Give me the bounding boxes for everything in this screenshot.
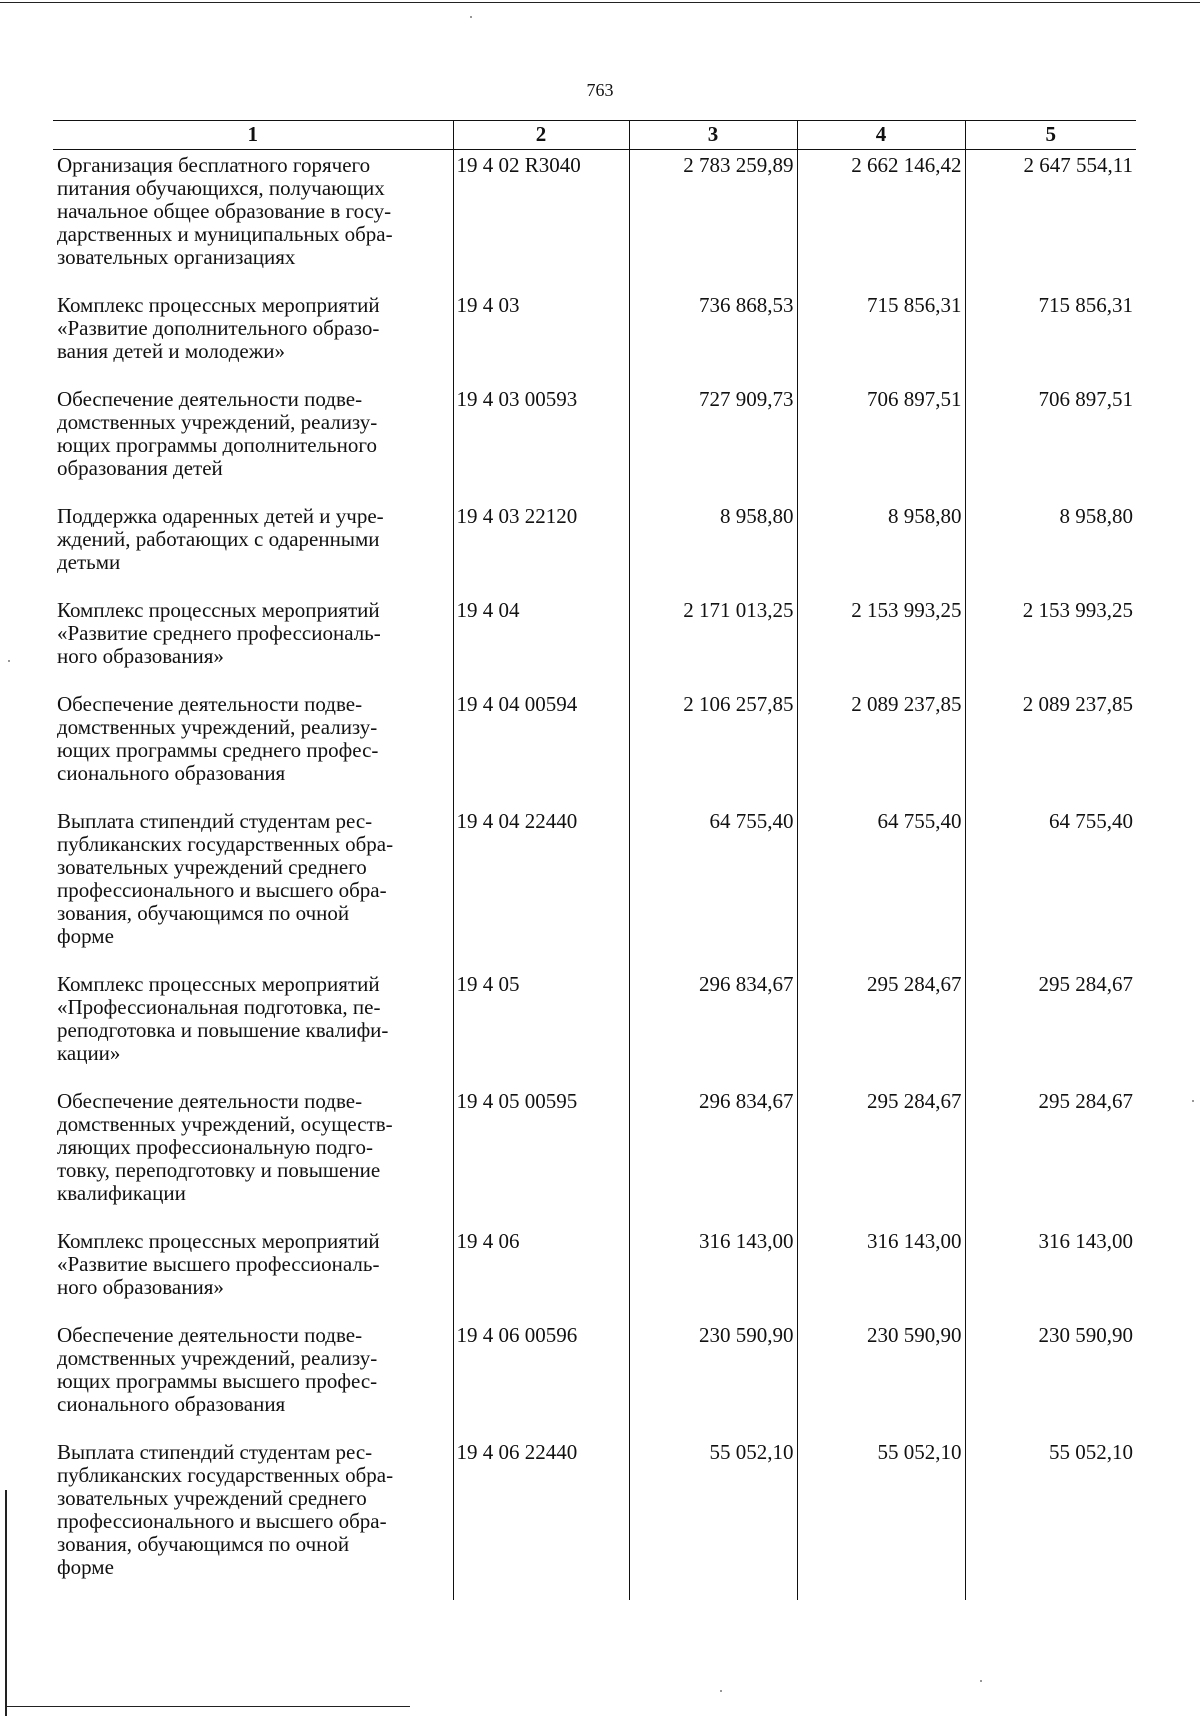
row-value-col4: 706 897,51 — [797, 384, 965, 501]
row-name-line: домственных учреждений, реализу- — [57, 410, 378, 434]
row-name — [53, 150, 453, 291]
row-name-line: форме — [57, 1555, 114, 1579]
row-name-line: зовательных учреждений среднего — [57, 1486, 367, 1510]
row-code: 19 4 06 00596 — [453, 1320, 629, 1437]
table-row — [53, 1226, 1136, 1320]
row-name-line: вания детей и молодежи» — [57, 339, 285, 363]
row-name-line: Комплекс процессных мероприятий — [57, 598, 380, 622]
row-name-line: квалификации — [57, 1181, 186, 1205]
scan-speck — [720, 1690, 722, 1692]
row-code: 19 4 05 00595 — [453, 1086, 629, 1226]
row-name-line: ного образования» — [57, 644, 224, 668]
row-name — [53, 501, 453, 595]
row-value-col3: 55 052,10 — [629, 1437, 797, 1600]
row-value-col3: 8 958,80 — [629, 501, 797, 595]
row-code: 19 4 04 00594 — [453, 689, 629, 806]
row-value-col3: 296 834,67 — [629, 969, 797, 1086]
row-code: 19 4 06 — [453, 1226, 629, 1320]
row-name — [53, 595, 453, 689]
row-name-line: сионального образования — [57, 761, 286, 785]
table-row — [53, 1320, 1136, 1437]
row-value-col5: 8 958,80 — [965, 501, 1136, 595]
row-name-line: «Развитие высшего профессиональ- — [57, 1252, 380, 1276]
row-name-line: Комплекс процессных мероприятий — [57, 972, 380, 996]
row-name-line: Комплекс процессных мероприятий — [57, 293, 380, 317]
row-value-col5: 55 052,10 — [965, 1437, 1136, 1600]
row-name-line: Комплекс процессных мероприятий — [57, 1229, 380, 1253]
scan-bottom-line — [5, 1706, 410, 1707]
row-value-col4: 2 089 237,85 — [797, 689, 965, 806]
column-header: 2 — [453, 121, 629, 150]
row-name — [53, 806, 453, 969]
row-code: 19 4 05 — [453, 969, 629, 1086]
row-name-line: Обеспечение деятельности подве- — [57, 387, 363, 411]
table-row — [53, 150, 1136, 291]
table-row — [53, 806, 1136, 969]
row-name-line: домственных учреждений, осуществ- — [57, 1112, 393, 1136]
row-name-line: сионального образования — [57, 1392, 286, 1416]
table-row — [53, 969, 1136, 1086]
row-value-col4: 295 284,67 — [797, 1086, 965, 1226]
row-name-line: профессионального и высшего обра- — [57, 878, 387, 902]
row-value-col5: 2 647 554,11 — [965, 150, 1136, 291]
row-name-line: дарственных и муниципальных обра- — [57, 222, 393, 246]
row-name — [53, 1437, 453, 1600]
row-name-line: «Развитие дополнительного образо- — [57, 316, 380, 340]
column-header: 5 — [965, 121, 1136, 150]
row-name — [53, 1320, 453, 1437]
page-number: 763 — [586, 80, 614, 100]
row-value-col5: 715 856,31 — [965, 290, 1136, 384]
row-value-col3: 2 106 257,85 — [629, 689, 797, 806]
row-value-col4: 2 153 993,25 — [797, 595, 965, 689]
column-header: 3 — [629, 121, 797, 150]
row-value-col3: 64 755,40 — [629, 806, 797, 969]
row-code: 19 4 04 — [453, 595, 629, 689]
table-row — [53, 595, 1136, 689]
row-name-line: зовательных организациях — [57, 245, 296, 269]
row-name-line: ляющих профессиональную подго- — [57, 1135, 373, 1159]
row-name-line: Поддержка одаренных детей и учре- — [57, 504, 384, 528]
row-name-line: Обеспечение деятельности подве- — [57, 692, 363, 716]
row-name-line: зования, обучающимся по очной — [57, 901, 350, 925]
row-value-col4: 295 284,67 — [797, 969, 965, 1086]
row-name-line: Выплата стипендий студентам рес- — [57, 809, 373, 833]
table-row — [53, 290, 1136, 384]
row-name — [53, 290, 453, 384]
row-value-col4: 55 052,10 — [797, 1437, 965, 1600]
row-value-col3: 2 783 259,89 — [629, 150, 797, 291]
row-code: 19 4 04 22440 — [453, 806, 629, 969]
scan-top-line — [0, 2, 1200, 3]
row-name-line: «Профессиональная подготовка, пе- — [57, 995, 381, 1019]
row-code: 19 4 03 — [453, 290, 629, 384]
row-code: 19 4 03 22120 — [453, 501, 629, 595]
row-name-line: детьми — [57, 550, 121, 574]
row-value-col5: 706 897,51 — [965, 384, 1136, 501]
row-name-line: товку, переподготовку и повышение — [57, 1158, 381, 1182]
row-value-col3: 727 909,73 — [629, 384, 797, 501]
row-name-line: публиканских государственных обра- — [57, 832, 394, 856]
row-value-col3: 2 171 013,25 — [629, 595, 797, 689]
scan-speck — [470, 16, 472, 18]
row-name-line: ющих программы дополнительного — [57, 433, 377, 457]
row-name-line: начальное общее образование в госу- — [57, 199, 392, 223]
table-row — [53, 689, 1136, 806]
row-value-col4: 715 856,31 — [797, 290, 965, 384]
row-value-col4: 64 755,40 — [797, 806, 965, 969]
table-row — [53, 384, 1136, 501]
row-name-line: форме — [57, 924, 114, 948]
row-value-col5: 2 153 993,25 — [965, 595, 1136, 689]
column-header: 1 — [53, 121, 453, 150]
scan-left-edge — [5, 1490, 7, 1716]
row-value-col3: 316 143,00 — [629, 1226, 797, 1320]
row-value-col3: 736 868,53 — [629, 290, 797, 384]
row-name-line: публиканских государственных обра- — [57, 1463, 394, 1487]
row-value-col5: 295 284,67 — [965, 1086, 1136, 1226]
row-name-line: профессионального и высшего обра- — [57, 1509, 387, 1533]
budget-table — [53, 120, 1136, 1600]
row-name-line: зования, обучающимся по очной — [57, 1532, 350, 1556]
row-value-col3: 230 590,90 — [629, 1320, 797, 1437]
row-name-line: домственных учреждений, реализу- — [57, 715, 378, 739]
header-row — [53, 121, 1136, 150]
row-name — [53, 969, 453, 1086]
row-name — [53, 1226, 453, 1320]
row-name-line: ного образования» — [57, 1275, 224, 1299]
table-row — [53, 501, 1136, 595]
column-header: 4 — [797, 121, 965, 150]
row-name-line: ющих программы среднего профес- — [57, 738, 379, 762]
row-name — [53, 384, 453, 501]
row-value-col4: 8 958,80 — [797, 501, 965, 595]
row-value-col3: 296 834,67 — [629, 1086, 797, 1226]
table-body — [53, 150, 1136, 1601]
row-value-col4: 2 662 146,42 — [797, 150, 965, 291]
row-code: 19 4 03 00593 — [453, 384, 629, 501]
row-name-line: питания обучающихся, получающих — [57, 176, 385, 200]
row-name-line: Выплата стипендий студентам рес- — [57, 1440, 373, 1464]
row-name-line: домственных учреждений, реализу- — [57, 1346, 378, 1370]
row-name-line: Обеспечение деятельности подве- — [57, 1323, 363, 1347]
row-value-col5: 2 089 237,85 — [965, 689, 1136, 806]
row-name-line: кации» — [57, 1041, 121, 1065]
row-name-line: зовательных учреждений среднего — [57, 855, 367, 879]
row-value-col5: 316 143,00 — [965, 1226, 1136, 1320]
row-code: 19 4 06 22440 — [453, 1437, 629, 1600]
row-name-line: Организация бесплатного горячего — [57, 153, 371, 177]
row-value-col5: 230 590,90 — [965, 1320, 1136, 1437]
row-code: 19 4 02 R3040 — [453, 150, 629, 291]
scan-speck — [8, 660, 10, 662]
row-value-col4: 230 590,90 — [797, 1320, 965, 1437]
row-name-line: ющих программы высшего профес- — [57, 1369, 378, 1393]
row-name-line: реподготовка и повышение квалифи- — [57, 1018, 389, 1042]
row-name-line: Обеспечение деятельности подве- — [57, 1089, 363, 1113]
row-value-col4: 316 143,00 — [797, 1226, 965, 1320]
row-value-col5: 64 755,40 — [965, 806, 1136, 969]
table-row — [53, 1086, 1136, 1226]
scan-speck — [1192, 1100, 1194, 1102]
row-value-col5: 295 284,67 — [965, 969, 1136, 1086]
row-name — [53, 689, 453, 806]
row-name — [53, 1086, 453, 1226]
scan-speck — [980, 1680, 982, 1682]
row-name-line: ждений, работающих с одаренными — [57, 527, 380, 551]
table-row — [53, 1437, 1136, 1600]
row-name-line: «Развитие среднего профессиональ- — [57, 621, 381, 645]
row-name-line: образования детей — [57, 456, 223, 480]
